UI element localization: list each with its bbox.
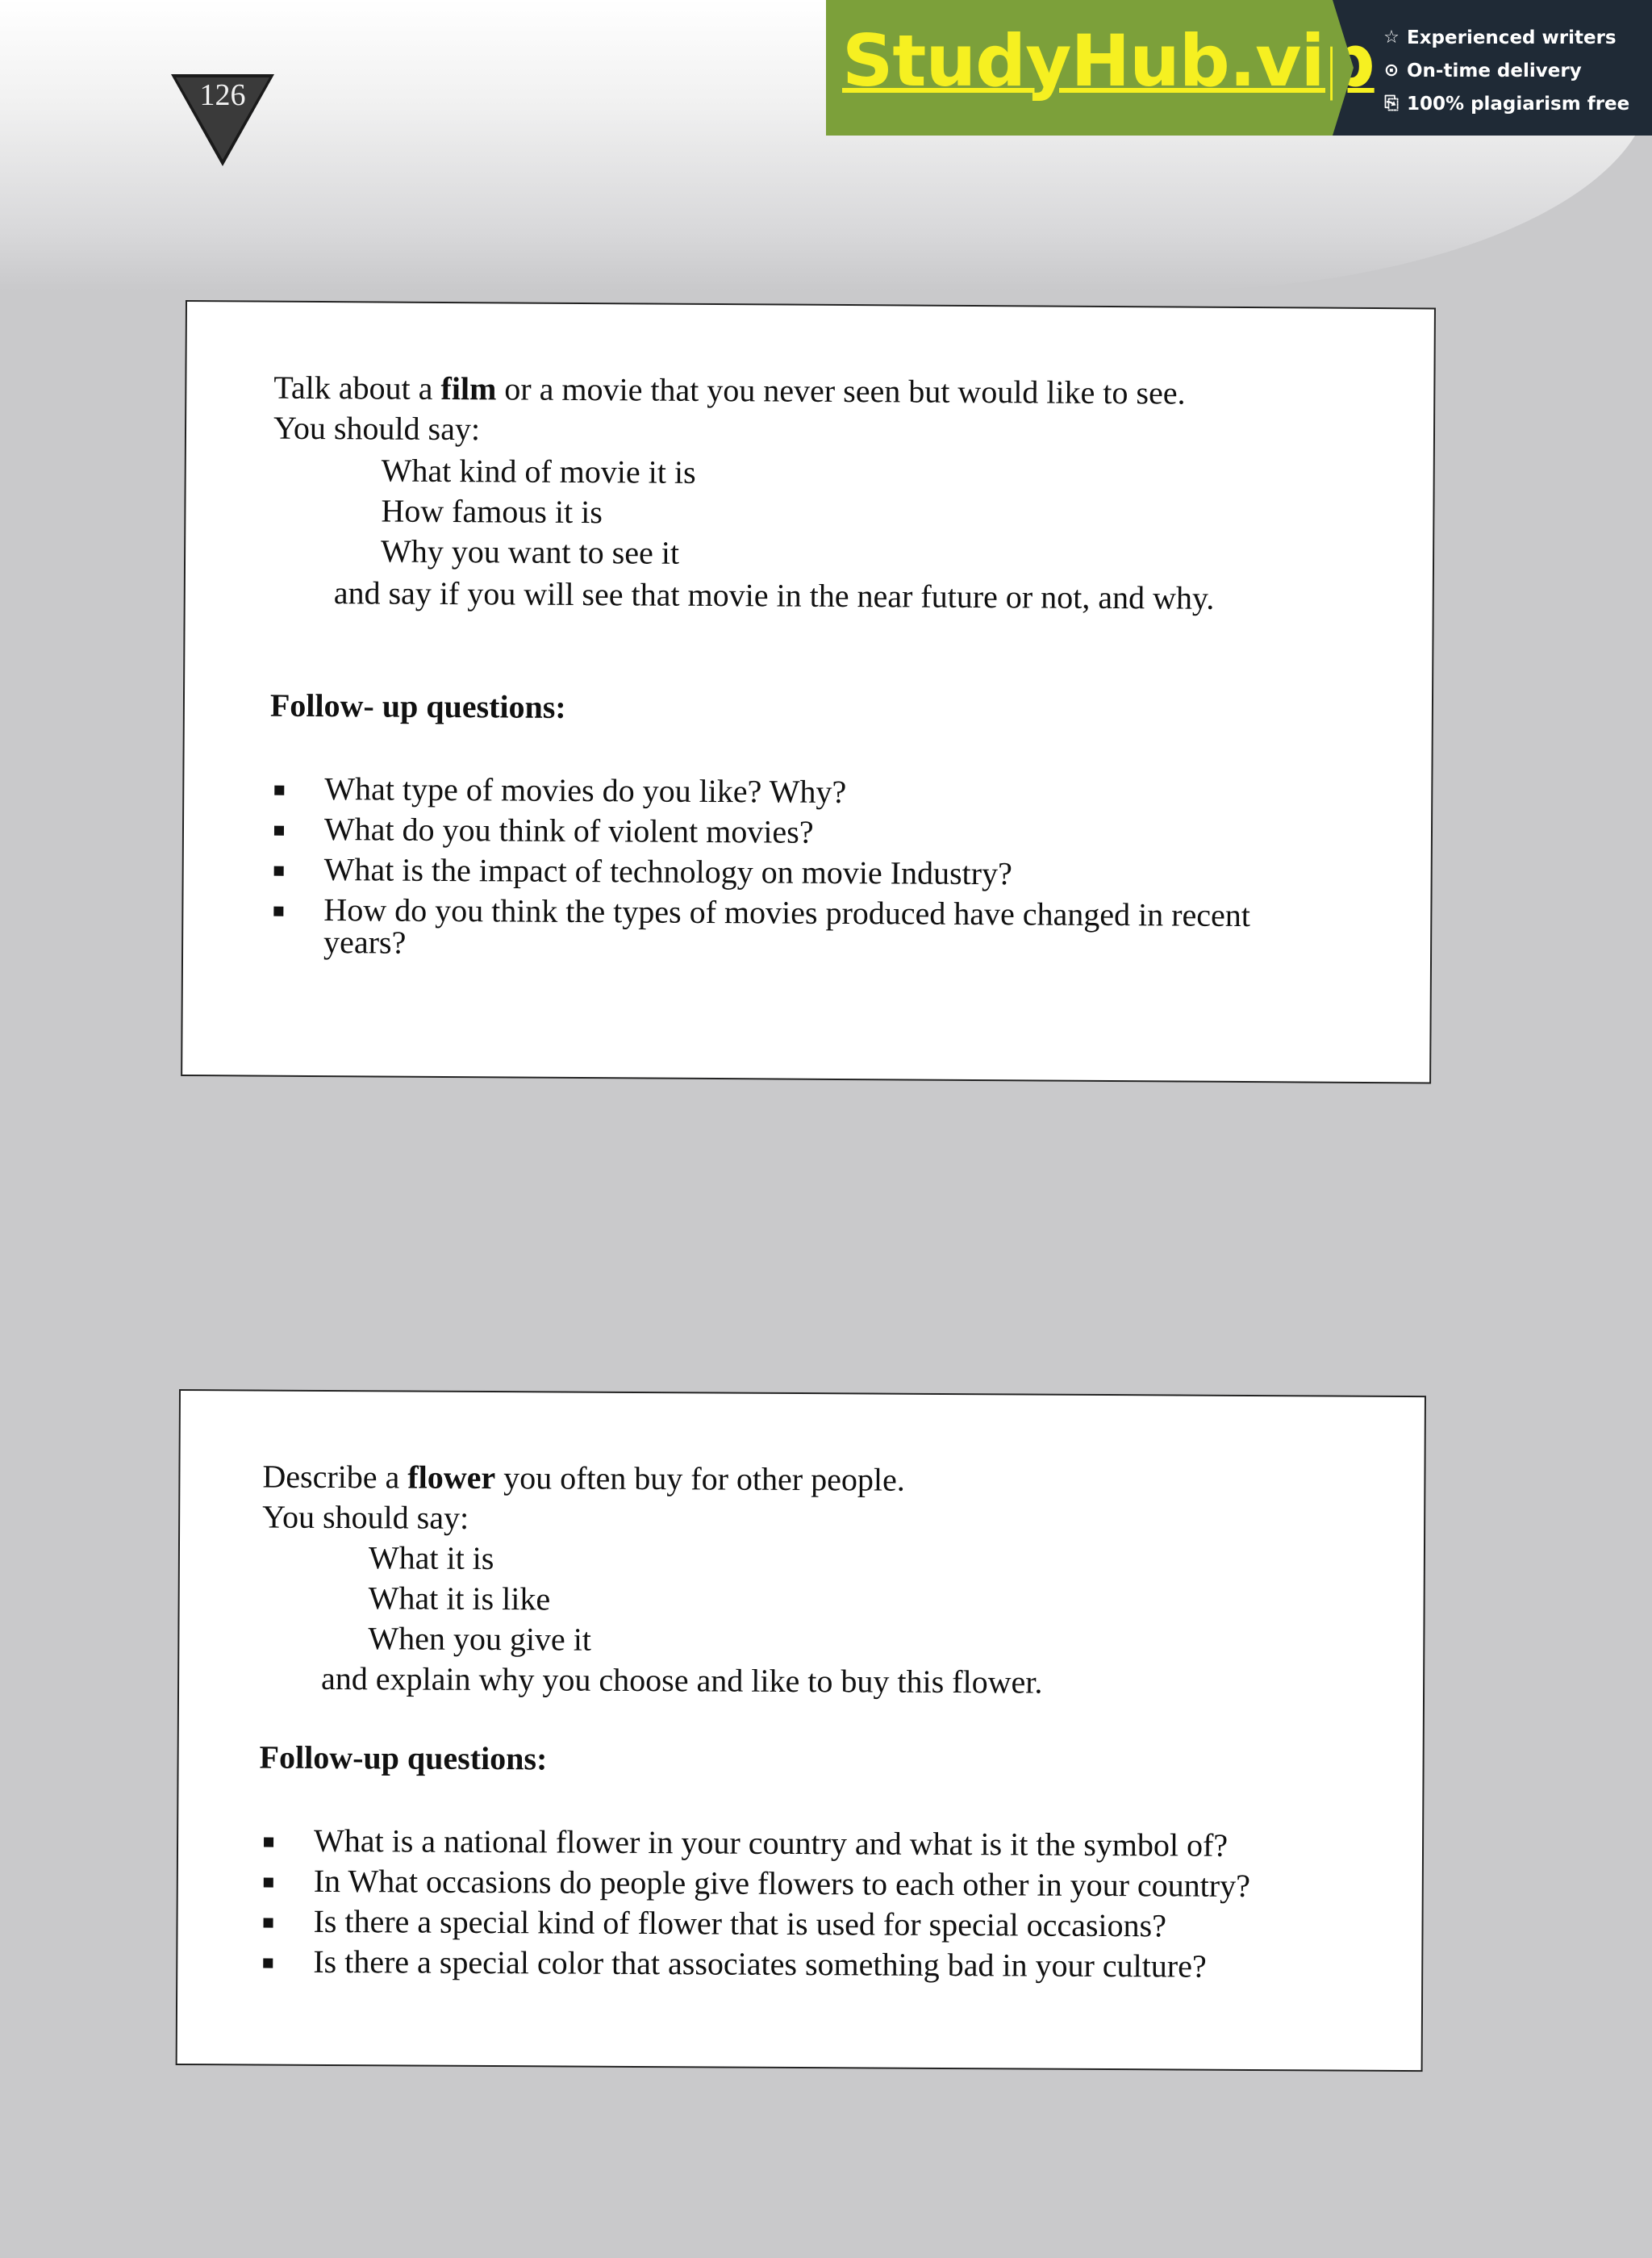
prompt-keyword: film	[440, 369, 497, 407]
logo-text[interactable]: StudyHub.vip	[842, 19, 1375, 102]
question-text: Is there a special color that associates something bad in your culture?	[313, 1943, 1207, 1985]
feature-label: 100% plagiarism free	[1407, 93, 1630, 115]
cue-point: When you give it	[368, 1620, 592, 1658]
prompt-text: Describe a	[262, 1458, 408, 1496]
should-say-label: You should say:	[262, 1498, 469, 1536]
prompt-keyword: flower	[407, 1459, 496, 1496]
banner-logo[interactable]	[826, 0, 1375, 136]
feature-label: Experienced writers	[1407, 27, 1617, 48]
bullet-icon	[274, 866, 284, 876]
page-number-badge	[171, 74, 274, 166]
question-text: What is the impact of technology on movie Industry?	[323, 851, 1012, 892]
feature-writers	[1383, 21, 1652, 54]
bullet-icon	[273, 907, 283, 916]
feature-label: On-time delivery	[1407, 60, 1582, 81]
bullet-icon	[263, 1959, 273, 1968]
cue-point: What it is	[368, 1539, 494, 1577]
list-item	[269, 769, 1251, 815]
question-text: What do you think of violent movies?	[323, 811, 814, 850]
bullet-icon	[264, 1918, 273, 1928]
bullet-icon	[264, 1838, 273, 1847]
question-text: In What occasions do people give flowers to each other in your country?	[313, 1862, 1251, 1904]
question-text: What is a national flower in your country and what is it the symbol of?	[313, 1822, 1229, 1864]
cue-card-film	[181, 300, 1436, 1083]
cue-card-flower	[176, 1389, 1426, 2072]
question-text: What type of movies do you like? Why?	[324, 770, 847, 811]
cue-point: What it is like	[368, 1580, 551, 1617]
followup-list	[269, 769, 1251, 968]
list-item	[269, 849, 1251, 895]
page-number: 126	[199, 78, 246, 112]
cue-point: What kind of movie it is	[381, 452, 696, 490]
banner-arrow	[1333, 0, 1354, 136]
followup-heading: Follow-up questions:	[259, 1738, 548, 1777]
list-item-continuation	[269, 922, 1250, 968]
studyhub-banner[interactable]	[826, 0, 1652, 136]
clock-icon: ⊙	[1383, 61, 1400, 81]
cue-point: Why you want to see it	[380, 532, 680, 571]
cue-closing: and explain why you choose and like to buy this flower.	[321, 1659, 1043, 1701]
cue-point: How famous it is	[381, 492, 603, 531]
list-item	[258, 1942, 1249, 1987]
question-text: years?	[323, 924, 407, 961]
list-item	[259, 1821, 1250, 1866]
bullet-icon	[274, 826, 284, 836]
bullet-icon	[274, 786, 284, 795]
should-say-label: You should say:	[273, 409, 481, 448]
feature-delivery	[1383, 54, 1652, 87]
prompt-text: Talk about a	[273, 369, 441, 407]
list-item	[258, 1901, 1249, 1947]
card-prompt	[273, 369, 1186, 411]
document-icon: ⎘	[1384, 94, 1399, 114]
question-text: Is there a special kind of flower that is used for special occasions?	[313, 1902, 1167, 1944]
feature-plagiarism	[1383, 87, 1652, 120]
star-icon: ☆	[1383, 27, 1400, 48]
followup-heading: Follow- up questions:	[269, 687, 566, 725]
prompt-text: or a movie that you never seen but would like to see.	[496, 370, 1186, 411]
list-item	[259, 1861, 1250, 1906]
bullet-icon	[264, 1878, 273, 1888]
list-item	[269, 809, 1251, 855]
banner-features	[1333, 0, 1652, 136]
followup-list	[258, 1821, 1250, 1987]
question-text: How do you think the types of movies produced have changed in recent	[323, 891, 1251, 934]
prompt-text: you often buy for other people.	[495, 1459, 905, 1498]
card-prompt	[262, 1458, 905, 1498]
cue-closing: and say if you will see that movie in the near future or not, and why.	[333, 574, 1215, 616]
